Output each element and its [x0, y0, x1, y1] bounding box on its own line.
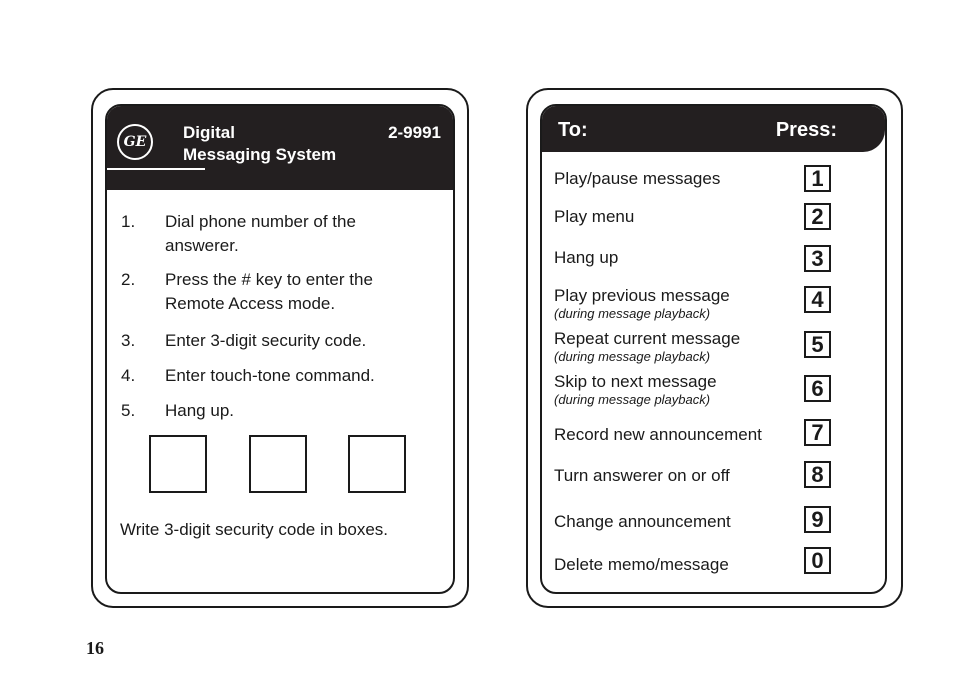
remote-access-card [105, 104, 455, 594]
step-number: 1. [121, 212, 136, 231]
column-heading-to: To: [558, 119, 588, 141]
command-label: Delete memo/message [554, 555, 729, 574]
ge-logo [117, 124, 153, 160]
command-label: Play previous message [554, 286, 730, 305]
key-4: 4 [804, 286, 831, 313]
step-number: 4. [121, 366, 136, 385]
command-card [540, 104, 887, 594]
ge-logo-text: GE [123, 134, 147, 150]
security-code-box-1[interactable] [149, 435, 207, 493]
step-text: Press the # key to enter the Remote Access mode. [165, 270, 373, 313]
step-text: Hang up. [165, 401, 234, 420]
product-title-line1: Digital [183, 123, 235, 142]
key-7: 7 [804, 419, 831, 446]
security-code-box-2[interactable] [249, 435, 307, 493]
command-label: Play menu [554, 207, 635, 226]
command-label: Hang up [554, 248, 619, 267]
security-code-box-3[interactable] [348, 435, 406, 493]
step-number: 3. [121, 331, 136, 350]
key-9: 9 [804, 506, 831, 533]
key-8: 8 [804, 461, 831, 488]
key-6: 6 [804, 375, 831, 402]
step-number: 2. [121, 270, 136, 289]
command-label: Turn answerer on or off [554, 466, 730, 485]
step-text: Enter 3-digit security code. [165, 331, 367, 350]
command-label: Record new announcement [554, 425, 762, 444]
command-label: Change announcement [554, 512, 731, 531]
key-5: 5 [804, 331, 831, 358]
card-header [107, 106, 453, 190]
key-2: 2 [804, 203, 831, 230]
step-number: 5. [121, 401, 136, 420]
header-rule [107, 168, 205, 170]
command-header [542, 106, 885, 152]
step-text: Dial phone number of the answerer. [165, 212, 356, 255]
command-note: (during message playback) [554, 392, 711, 407]
security-code-instruction: Write 3-digit security code in boxes. [120, 520, 389, 539]
command-label: Play/pause messages [554, 169, 721, 188]
page-number: 16 [86, 638, 104, 658]
command-label: Skip to next message [554, 372, 717, 391]
key-1: 1 [804, 165, 831, 192]
product-title-line2: Messaging System [183, 145, 337, 164]
command-note: (during message playback) [554, 349, 711, 364]
step-text: Enter touch-tone command. [165, 366, 375, 385]
model-number: 2-9991 [388, 123, 441, 142]
key-3: 3 [804, 245, 831, 272]
command-label: Repeat current message [554, 329, 741, 348]
key-0: 0 [804, 547, 831, 574]
column-heading-press: Press: [775, 119, 837, 141]
command-note: (during message playback) [554, 306, 711, 321]
